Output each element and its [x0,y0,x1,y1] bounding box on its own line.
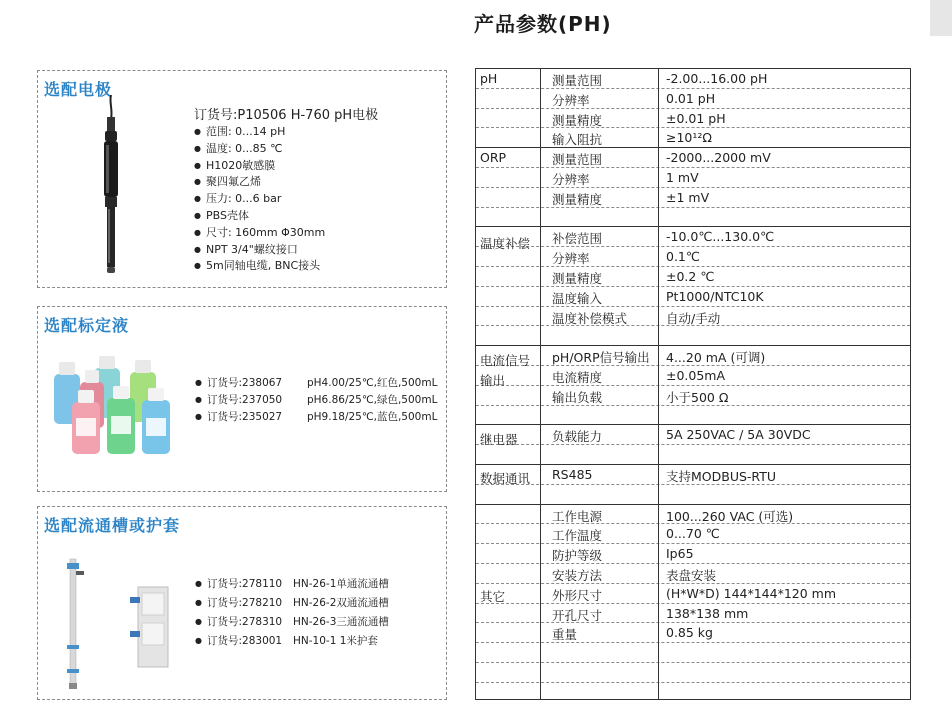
param-name: 补偿范围 [552,231,603,247]
table-row [476,227,910,247]
param-value: ±0.2 ℃ [666,269,715,284]
param-value: ±0.01 pH [666,110,726,126]
table-row [476,524,910,544]
param-value: 自动/手动 [666,310,721,326]
table-row [476,604,910,624]
calibration-bottles-image [50,352,175,457]
category-ph: pH [480,71,498,86]
param-value: 0.1℃ [666,249,700,265]
param-name: 温度输入 [552,290,603,306]
param-name: 工作电源 [552,508,603,524]
param-value: 4...20 mA (可调) [666,350,766,366]
category-output: 输出 [480,373,506,388]
param-name: 测量精度 [552,191,603,207]
electrode-panel [37,70,447,288]
param-value: 0...70 ℃ [666,526,720,542]
table-row [476,683,910,703]
electrode-spec: ● 聚四氟乙烯 [194,174,325,191]
category-other: 其它 [480,589,506,604]
table-row [476,287,910,307]
param-name: 安装方法 [552,568,603,583]
table-row [476,247,910,267]
param-value: 表盘安装 [666,568,717,583]
table-row [476,445,910,465]
electrode-spec: ● 范围: 0...14 pH [194,124,325,141]
param-name: 温度补偿模式 [552,310,628,326]
table-row [476,663,910,683]
param-name: 测量精度 [552,112,603,128]
param-value: 0.01 pH [666,90,716,106]
param-value: 5A 250VAC / 5A 30VDC [666,427,811,443]
table-row [476,69,910,89]
param-name: RS485 [552,467,593,482]
flowcell-panel [37,506,447,700]
table-row [476,505,910,525]
list-item [195,575,389,594]
electrode-spec: ● 5m同轴电缆, BNC接头 [194,258,325,275]
param-name: 分辨率 [552,92,590,108]
table-row [476,485,910,505]
param-value: (H*W*D) 144*144*120 mm [666,585,837,601]
list-item [195,632,378,651]
table-row [476,564,910,584]
param-value: -10.0℃...130.0℃ [666,229,775,245]
electrode-spec: ● 温度: 0...85 ℃ [194,141,325,158]
table-row [476,623,910,643]
calibration-desc: pH4.00/25℃,红色,500mL [307,377,438,389]
flowcell-order: ● 订货号:278110 [195,578,282,590]
calibration-desc: pH9.18/25℃,蓝色,500mL [307,411,438,423]
param-value: ≥10¹²Ω [666,130,712,146]
param-value: 0.85 kg [666,625,713,641]
param-value: ±1 mV [666,189,710,205]
table-divider [658,69,659,699]
table-row [476,109,910,129]
table-row [476,188,910,208]
calibration-order: ● 订货号:237050 [195,394,282,406]
table-row [476,386,910,406]
table-row [476,267,910,287]
table-row [476,346,910,366]
param-name: 输出负载 [552,389,603,405]
param-value: 小于500 Ω [666,389,729,405]
param-value: 1 mV [666,170,699,185]
param-name: 电流精度 [552,370,603,385]
corner-decoration [930,0,952,36]
calibration-panel [37,306,447,492]
table-divider [540,69,541,699]
param-name: 重量 [552,627,578,643]
flowcell-desc: HN-26-2双通流通槽 [293,597,389,609]
flowcell-desc: HN-26-1单通流通槽 [293,578,389,590]
calibration-order: ● 订货号:235027 [195,411,282,423]
calibration-panel-title: 选配标定液 [44,316,130,335]
list-item [195,613,389,632]
table-row [476,89,910,109]
category-comm: 数据通讯 [480,471,531,486]
category-current-signal: 电流信号 [480,353,531,368]
param-value: Ip65 [666,546,694,562]
electrode-spec: ● 尺寸: 160mm Φ30mm [194,225,325,242]
param-value: 100...260 VAC (可选) [666,508,794,524]
table-row [476,544,910,564]
spec-table [475,68,911,700]
param-value: Pt1000/NTC10K [666,288,764,304]
param-name: 测量精度 [552,271,603,286]
flowcell-order: ● 订货号:278310 [195,616,282,628]
list-item [195,375,438,392]
electrode-spec: ● NPT 3/4"螺纹接口 [194,242,325,259]
table-row [476,366,910,386]
param-value: 支持MODBUS-RTU [666,469,776,484]
table-row [476,425,910,445]
param-value: ±0.05mA [666,368,726,383]
param-value: 138*138 mm [666,605,749,621]
flowcell-order: ● 订货号:278210 [195,597,282,609]
electrode-spec: ● 压力: 0...6 bar [194,191,325,208]
table-row [476,128,910,148]
electrode-order: 订货号:P10506 H-760 pH电极 [194,108,379,123]
flowcell-image [60,557,175,692]
calibration-list [195,375,438,426]
param-name: 外形尺寸 [552,587,603,603]
electrode-spec: ● H1020敏感膜 [194,158,325,175]
flowcell-desc: HN-10-1 1米护套 [293,635,378,647]
param-name: 工作温度 [552,528,603,544]
electrode-panel-title: 选配电极 [44,80,113,99]
electrode-spec: ● PBS壳体 [194,208,325,225]
table-row [476,326,910,346]
param-value: -2000...2000 mV [666,150,771,166]
table-row [476,465,910,485]
flowcell-list [195,575,389,651]
table-row [476,643,910,663]
ph-electrode-image [100,95,122,275]
table-row [476,584,910,604]
flowcell-panel-title: 选配流通槽或护套 [44,516,181,535]
param-name: 输入阻抗 [552,132,603,148]
table-row [476,406,910,426]
param-name: 开孔尺寸 [552,607,603,623]
list-item [195,594,389,613]
electrode-spec-list [194,124,325,275]
calibration-desc: pH6.86/25℃,绿色,500mL [307,394,438,406]
param-name: 分辨率 [552,172,590,187]
category-orp: ORP [480,150,507,165]
table-row [476,307,910,327]
table-row [476,148,910,168]
flowcell-order: ● 订货号:283001 [195,635,282,647]
page-title: 产品参数(PH) [474,12,612,36]
category-temp-comp: 温度补偿 [480,236,531,251]
calibration-order: ● 订货号:238067 [195,377,282,389]
param-name: 测量范围 [552,152,603,168]
param-name: 负载能力 [552,429,603,445]
param-name: pH/ORP信号输出 [552,350,650,366]
list-item [195,392,438,409]
param-name: 测量范围 [552,73,603,88]
param-name: 防护等级 [552,548,603,564]
param-name: 分辨率 [552,251,590,267]
table-row [476,168,910,188]
list-item [195,409,438,426]
category-relay: 继电器 [480,432,518,447]
table-row [476,208,910,228]
flowcell-desc: HN-26-3三通流通槽 [293,616,389,628]
param-value: -2.00...16.00 pH [666,71,768,86]
